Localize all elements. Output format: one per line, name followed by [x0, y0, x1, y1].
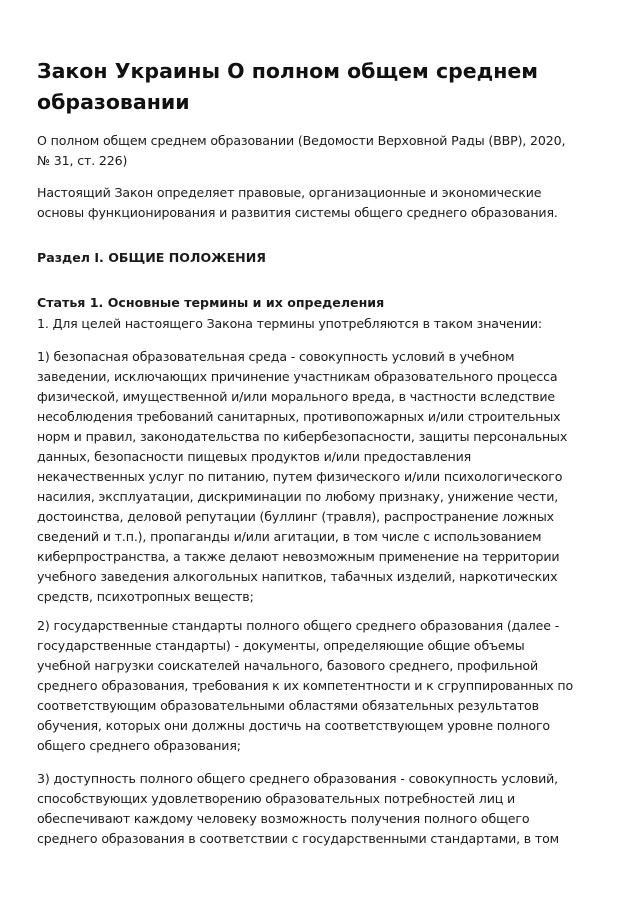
title-line: образовании	[37, 90, 190, 114]
definition-item-2	[37, 616, 627, 756]
title-line: Закон Украины О полном общем среднем	[37, 59, 539, 83]
definition-line: государственные стандарты) - документы, определяющие общие объемы	[37, 638, 525, 653]
intro-paragraph	[37, 183, 627, 223]
definition-line: средств, психотропных веществ;	[37, 589, 254, 604]
definition-line: киберпространства, а также делают невозможным применение на территории	[37, 549, 560, 564]
definition-item-3	[37, 769, 627, 849]
article-heading-text: Статья 1. Основные термины и их определения	[37, 295, 385, 310]
source-reference	[37, 131, 627, 171]
article-heading	[37, 293, 627, 313]
source-line: О полном общем среднем образовании (Ведомости Верховной Рады (ВВР), 2020,	[37, 133, 566, 148]
definition-line: способствующих удовлетворению образовательных потребностей лиц и	[37, 791, 516, 806]
intro-line: Настоящий Закон определяет правовые, организационные и экономические	[37, 185, 542, 200]
definition-line: 3) доступность полного общего среднего образования - совокупность условий,	[37, 771, 559, 786]
section-heading	[37, 248, 627, 268]
definition-line: общего среднего образования;	[37, 738, 241, 753]
definition-line: данных, безопасности пищевых продуктов и/или предоставления	[37, 449, 472, 464]
article-intro	[37, 314, 627, 334]
definition-line: учебной нагрузки соискателей начального, базового среднего, профильной	[37, 658, 539, 673]
definition-line: 2) государственные стандарты полного общего среднего образования (далее -	[37, 618, 560, 633]
intro-line: основы функционирования и развития системы общего среднего образования.	[37, 205, 558, 220]
definition-line: среднего образования, требования к их компетентности и к сгруппированных по	[37, 678, 574, 693]
article-intro-text: 1. Для целей настоящего Закона термины употребляются в таком значении:	[37, 316, 543, 331]
definition-line: физической, имущественной и/или морального вреда, в частности вследствие	[37, 389, 555, 404]
definition-line: несоблюдения требований санитарных, противопожарных и/или строительных	[37, 409, 561, 424]
definition-line: сведений и т.п.), пропаганды и/или агитации, в том числе с использованием	[37, 529, 542, 544]
definition-line: достоинства, деловой репутации (буллинг (травля), распространение ложных	[37, 509, 554, 524]
definition-line: обеспечивают каждому человеку возможность получения полного общего	[37, 811, 530, 826]
definition-line: 1) безопасная образовательная среда - совокупность условий в учебном	[37, 349, 515, 364]
definition-line: соответствующим образовательными областями обязательных результатов	[37, 698, 539, 713]
definition-line: некачественных услуг по питанию, путем физического и/или психологического	[37, 469, 563, 484]
document-title	[37, 56, 627, 118]
definition-item-1	[37, 347, 627, 607]
source-line: № 31, ст. 226)	[37, 153, 128, 168]
definition-line: насилия, эксплуатации, дискриминации по любому признаку, унижение чести,	[37, 489, 559, 504]
definition-line: учебного заведения алкогольных напитков, табачных изделий, наркотических	[37, 569, 558, 584]
definition-line: среднего образования в соответствии с государственными стандартами, в том	[37, 831, 560, 846]
definition-line: обучения, которых они должны достичь на соответствующем уровне полного	[37, 718, 550, 733]
section-heading-text: Раздел I. ОБЩИЕ ПОЛОЖЕНИЯ	[37, 250, 266, 265]
definition-line: заведении, исключающих причинение участникам образовательного процесса	[37, 369, 558, 384]
definition-line: норм и правил, законодательства по кибербезопасности, защиты персональных	[37, 429, 568, 444]
